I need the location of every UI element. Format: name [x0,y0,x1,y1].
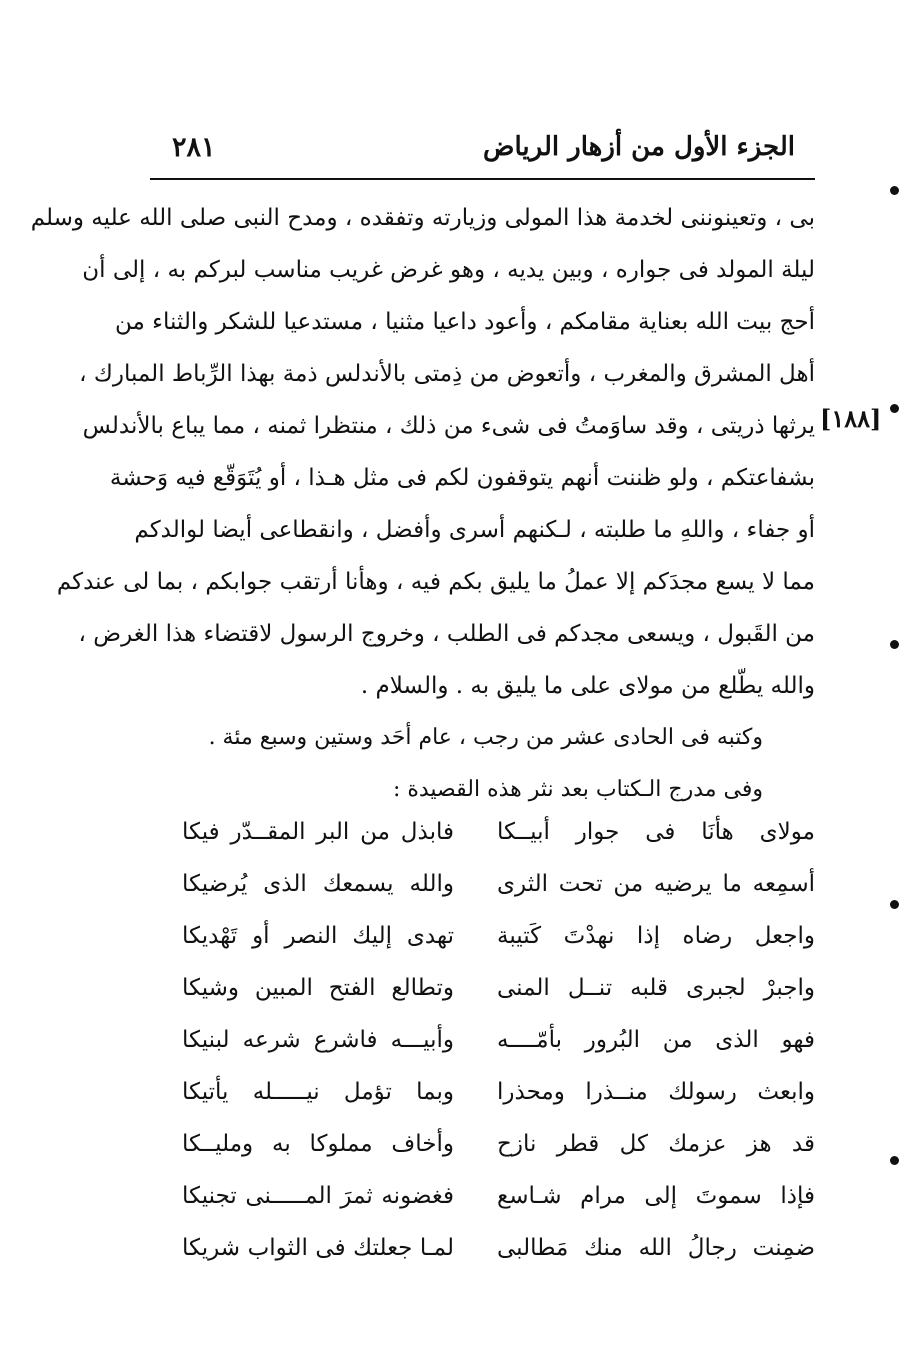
prose-line: ليلة المولد فى جواره ، وبين يديه ، وهو غرض غريب مناسب لبركم به ، إلى أن [82,257,815,283]
verse-second-hemistich: والله يسمعك الذى يُرضيكا [182,871,454,897]
margin-dot-icon [890,186,899,195]
poem-verse [150,1014,815,1066]
verse-first-hemistich: فهو الذى من البُرور بأمّــــه [497,1027,815,1053]
poem-verse [150,858,815,910]
header-rule [150,178,815,180]
verse-first-hemistich: واجبرْ لجبرى قلبه تنــل المنى [497,975,815,1001]
margin-dot-icon [890,404,899,413]
poem-verse [150,1222,815,1274]
running-title: الجزء الأول من أزهار الرياض [483,132,795,162]
verse-second-hemistich: وتطالع الفتح المبين وشيكا [182,975,454,1001]
page-header [150,128,815,172]
prose-line: بى ، وتعينوننى لخدمة هذا المولى وزيارته وتفقده ، ومدح النبى صلى الله عليه وسلم [30,205,815,231]
verse-first-hemistich: أسمِعه ما يرضيه من تحت الثرى [497,871,815,897]
prose-line: والله يطّلع من مولاى على ما يليق به . والسلام . [360,673,815,699]
verse-first-hemistich: قد هز عزمك كل قطر نازح [497,1131,815,1157]
poem-verse [150,962,815,1014]
verse-first-hemistich: ضمِنت رجالُ الله منك مَطالبى [497,1235,815,1261]
margin-dot-icon [890,640,899,649]
margin-dot-icon [890,1156,899,1165]
poem-intro: وفى مدرج الـكتاب بعد نثر هذه القصيدة : [392,777,763,802]
verse-second-hemistich: فغضونه ثمرَ المـــــنى تجنيكا [182,1183,454,1209]
verse-first-hemistich: مولاى هأنَا فى جوار أبيــكا [497,819,815,845]
verse-second-hemistich: وبما تؤمل نيـــــله يأتيكا [182,1079,454,1105]
page-number: ٢٨١ [172,132,216,163]
colophon: وكتبه فى الحادى عشر من رجب ، عام أحَد وستين وسبع مئة . [208,725,763,750]
verse-second-hemistich: تهدى إليك النصر أو تَهْديكا [182,923,454,949]
verse-first-hemistich: واجعل رضاه إذا نهدْتَ كَتيبة [497,923,815,949]
prose-line: أهل المشرق والمغرب ، وأتعوض من ذِمتى بالأندلس ذمة بهذا الرِّباط المبارك ، [79,361,815,387]
prose-line: مما لا يسع مجدَكم إلا عملُ ما يليق بكم فيه ، وهأنا أرتقب جوابكم ، بما لى عندكم [56,569,815,595]
poem [150,806,815,1274]
prose-line: من القَبول ، ويسعى مجدكم فى الطلب ، وخروج الرسول لاقتضاء هذا الغرض ، [78,621,815,647]
prose-line: أو جفاء ، واللهِ ما طلبته ، لـكنهم أسرى وأفضل ، وانقطاعى أيضا لوالدكم [134,517,815,543]
poem-verse [150,1118,815,1170]
poem-verse [150,1170,815,1222]
verse-second-hemistich: لمـا جعلتك فى الثواب شريكا [182,1235,454,1261]
margin-dot-icon [890,900,899,909]
prose-line: أحج بيت الله بعناية مقامكم ، وأعود داعيا مثنيا ، مستدعيا للشكر والثناء من [115,309,815,335]
verse-second-hemistich: وأخاف مملوكا به ومليــكا [182,1131,454,1157]
verse-first-hemistich: وابعث رسولك منــذرا ومحذرا [497,1079,815,1105]
poem-verse [150,1066,815,1118]
verse-second-hemistich: فابذل من البر المقــدّر فيكا [182,819,454,845]
verse-second-hemistich: وأبيـــه فاشرع شرعه لبنيكا [182,1027,454,1053]
poem-verse [150,806,815,858]
verse-first-hemistich: فإذا سموتَ إلى مرام شـاسع [497,1183,815,1209]
prose-block [30,192,815,816]
prose-line: يرثها ذريتى ، وقد ساوَمتُ فى شىء من ذلك ، منتظرا ثمنه ، مما يباع بالأندلس [82,413,815,439]
poem-verse [150,910,815,962]
margin-marker: [١٨٨] [820,404,882,433]
prose-line: بشفاعتكم ، ولو ظننت أنهم يتوقفون لكم فى مثل هـذا ، أو يُتَوَقّع فيه وَحشة [109,465,815,491]
